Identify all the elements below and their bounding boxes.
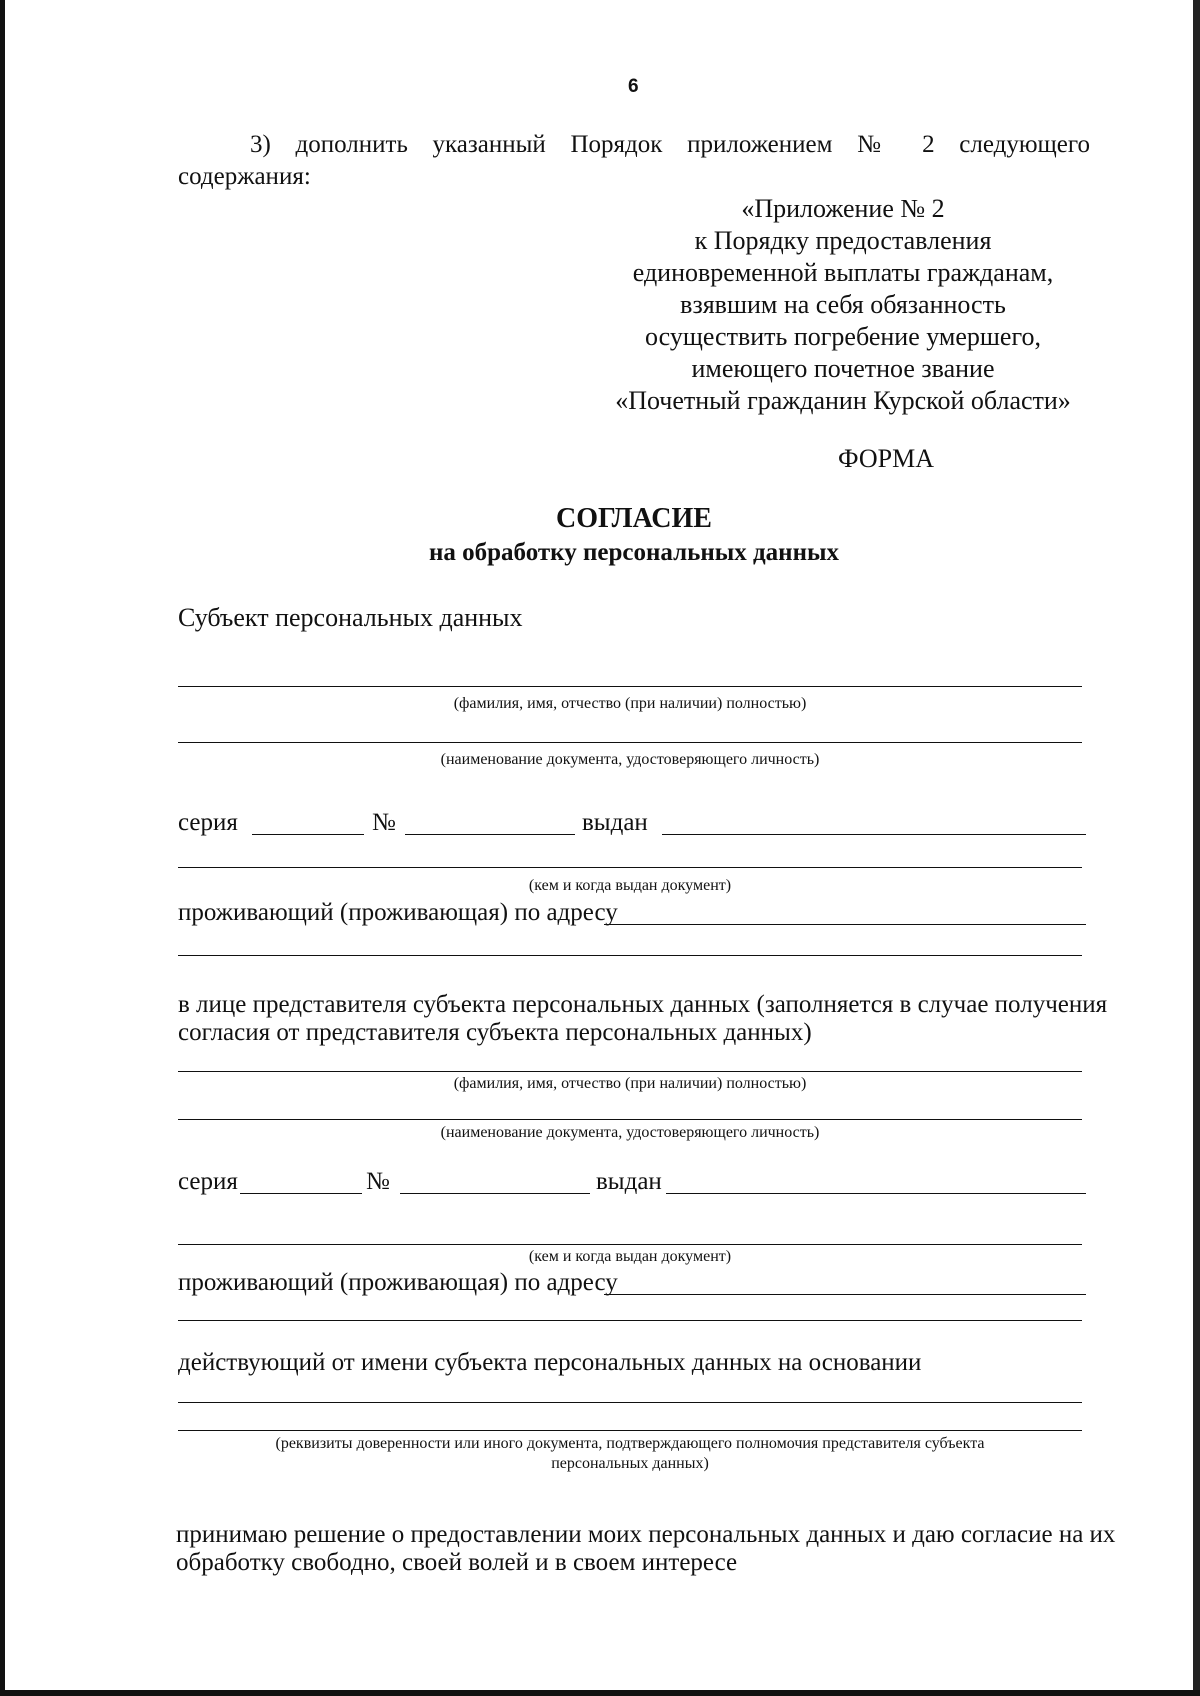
intro-line-2: содержания:: [178, 163, 311, 190]
form-label: ФОРМА: [838, 444, 934, 473]
page-number: 6: [628, 76, 639, 97]
subject-fio-caption: (фамилия, имя, отчество (при наличии) полностью): [453, 695, 807, 712]
rep-series-label: серия: [178, 1168, 238, 1195]
subject-address-field-2[interactable]: [178, 955, 1082, 956]
rep-basis-field[interactable]: [178, 1402, 1082, 1403]
subject-series-field[interactable]: [252, 834, 364, 835]
subject-issued-field[interactable]: [662, 834, 1086, 835]
rep-basis-field-2[interactable]: [178, 1430, 1082, 1431]
subject-doc-caption: (наименование документа, удостоверяющего личность): [440, 751, 820, 768]
appendix-line: осуществить погребение умершего,: [644, 322, 1041, 351]
subject-label: Субъект персональных данных: [178, 603, 523, 632]
subject-number-field[interactable]: [405, 834, 575, 835]
decision-line-1: принимаю решение о предоставлении моих персональных данных и даю согласие на их: [176, 1521, 1116, 1548]
rep-number-label: №: [366, 1168, 390, 1195]
rep-basis-caption-line-2: персональных данных): [551, 1455, 709, 1472]
subject-doc-field[interactable]: [178, 742, 1082, 743]
rep-basis-caption-line-1: (реквизиты доверенности или иного документа, подтверждающего полномочия представителя субъекта: [275, 1435, 985, 1452]
rep-doc-field[interactable]: [178, 1119, 1082, 1120]
scan-edge-bottom: [0, 1690, 1200, 1696]
rep-doc-caption: (наименование документа, удостоверяющего личность): [440, 1124, 820, 1141]
subject-address-label: проживающий (проживающая) по адресу: [178, 899, 618, 926]
rep-issued-by-field[interactable]: [178, 1244, 1082, 1245]
document-subtitle: на обработку персональных данных: [429, 539, 839, 566]
representative-intro-line-1: в лице представителя субъекта персональных данных (заполняется в случае получения: [178, 991, 1108, 1018]
appendix-line: к Порядку предоставления: [694, 226, 992, 255]
rep-issued-label: выдан: [596, 1168, 662, 1195]
rep-number-field[interactable]: [400, 1193, 590, 1194]
appendix-line: имеющего почетное звание: [691, 354, 995, 383]
rep-address-field[interactable]: [604, 1294, 1086, 1295]
representative-intro-line-2: согласия от представителя субъекта персональных данных): [178, 1019, 812, 1046]
rep-fio-caption: (фамилия, имя, отчество (при наличии) полностью): [453, 1075, 807, 1092]
appendix-line: взявшим на себя обязанность: [680, 290, 1006, 319]
scan-edge-left: [0, 0, 5, 1696]
document-title: СОГЛАСИЕ: [556, 503, 712, 534]
subject-fio-field[interactable]: [178, 686, 1082, 687]
subject-series-label: серия: [178, 809, 238, 836]
subject-issued-label: выдан: [582, 809, 648, 836]
intro-line-1: 3) дополнить указанный Порядок приложением № 2 следующего: [250, 131, 1090, 158]
appendix-line: единовременной выплаты гражданам,: [632, 258, 1054, 287]
subject-address-field[interactable]: [604, 924, 1086, 925]
scan-edge-right: [1193, 0, 1200, 1696]
appendix-line: «Почетный гражданин Курской области»: [615, 386, 1071, 415]
decision-line-2: обработку свободно, своей волей и в своем интересе: [176, 1549, 738, 1576]
rep-basis-label: действующий от имени субъекта персональных данных на основании: [178, 1349, 922, 1376]
subject-number-label: №: [372, 809, 396, 836]
rep-address-label: проживающий (проживающая) по адресу: [178, 1269, 618, 1296]
subject-issued-caption: (кем и когда выдан документ): [528, 877, 732, 894]
rep-address-field-2[interactable]: [178, 1320, 1082, 1321]
rep-fio-field[interactable]: [178, 1071, 1082, 1072]
rep-series-field[interactable]: [240, 1193, 362, 1194]
appendix-line: «Приложение № 2: [741, 194, 945, 223]
rep-issued-field[interactable]: [666, 1193, 1086, 1194]
subject-issued-by-field[interactable]: [178, 867, 1082, 868]
rep-issued-caption: (кем и когда выдан документ): [528, 1248, 732, 1265]
